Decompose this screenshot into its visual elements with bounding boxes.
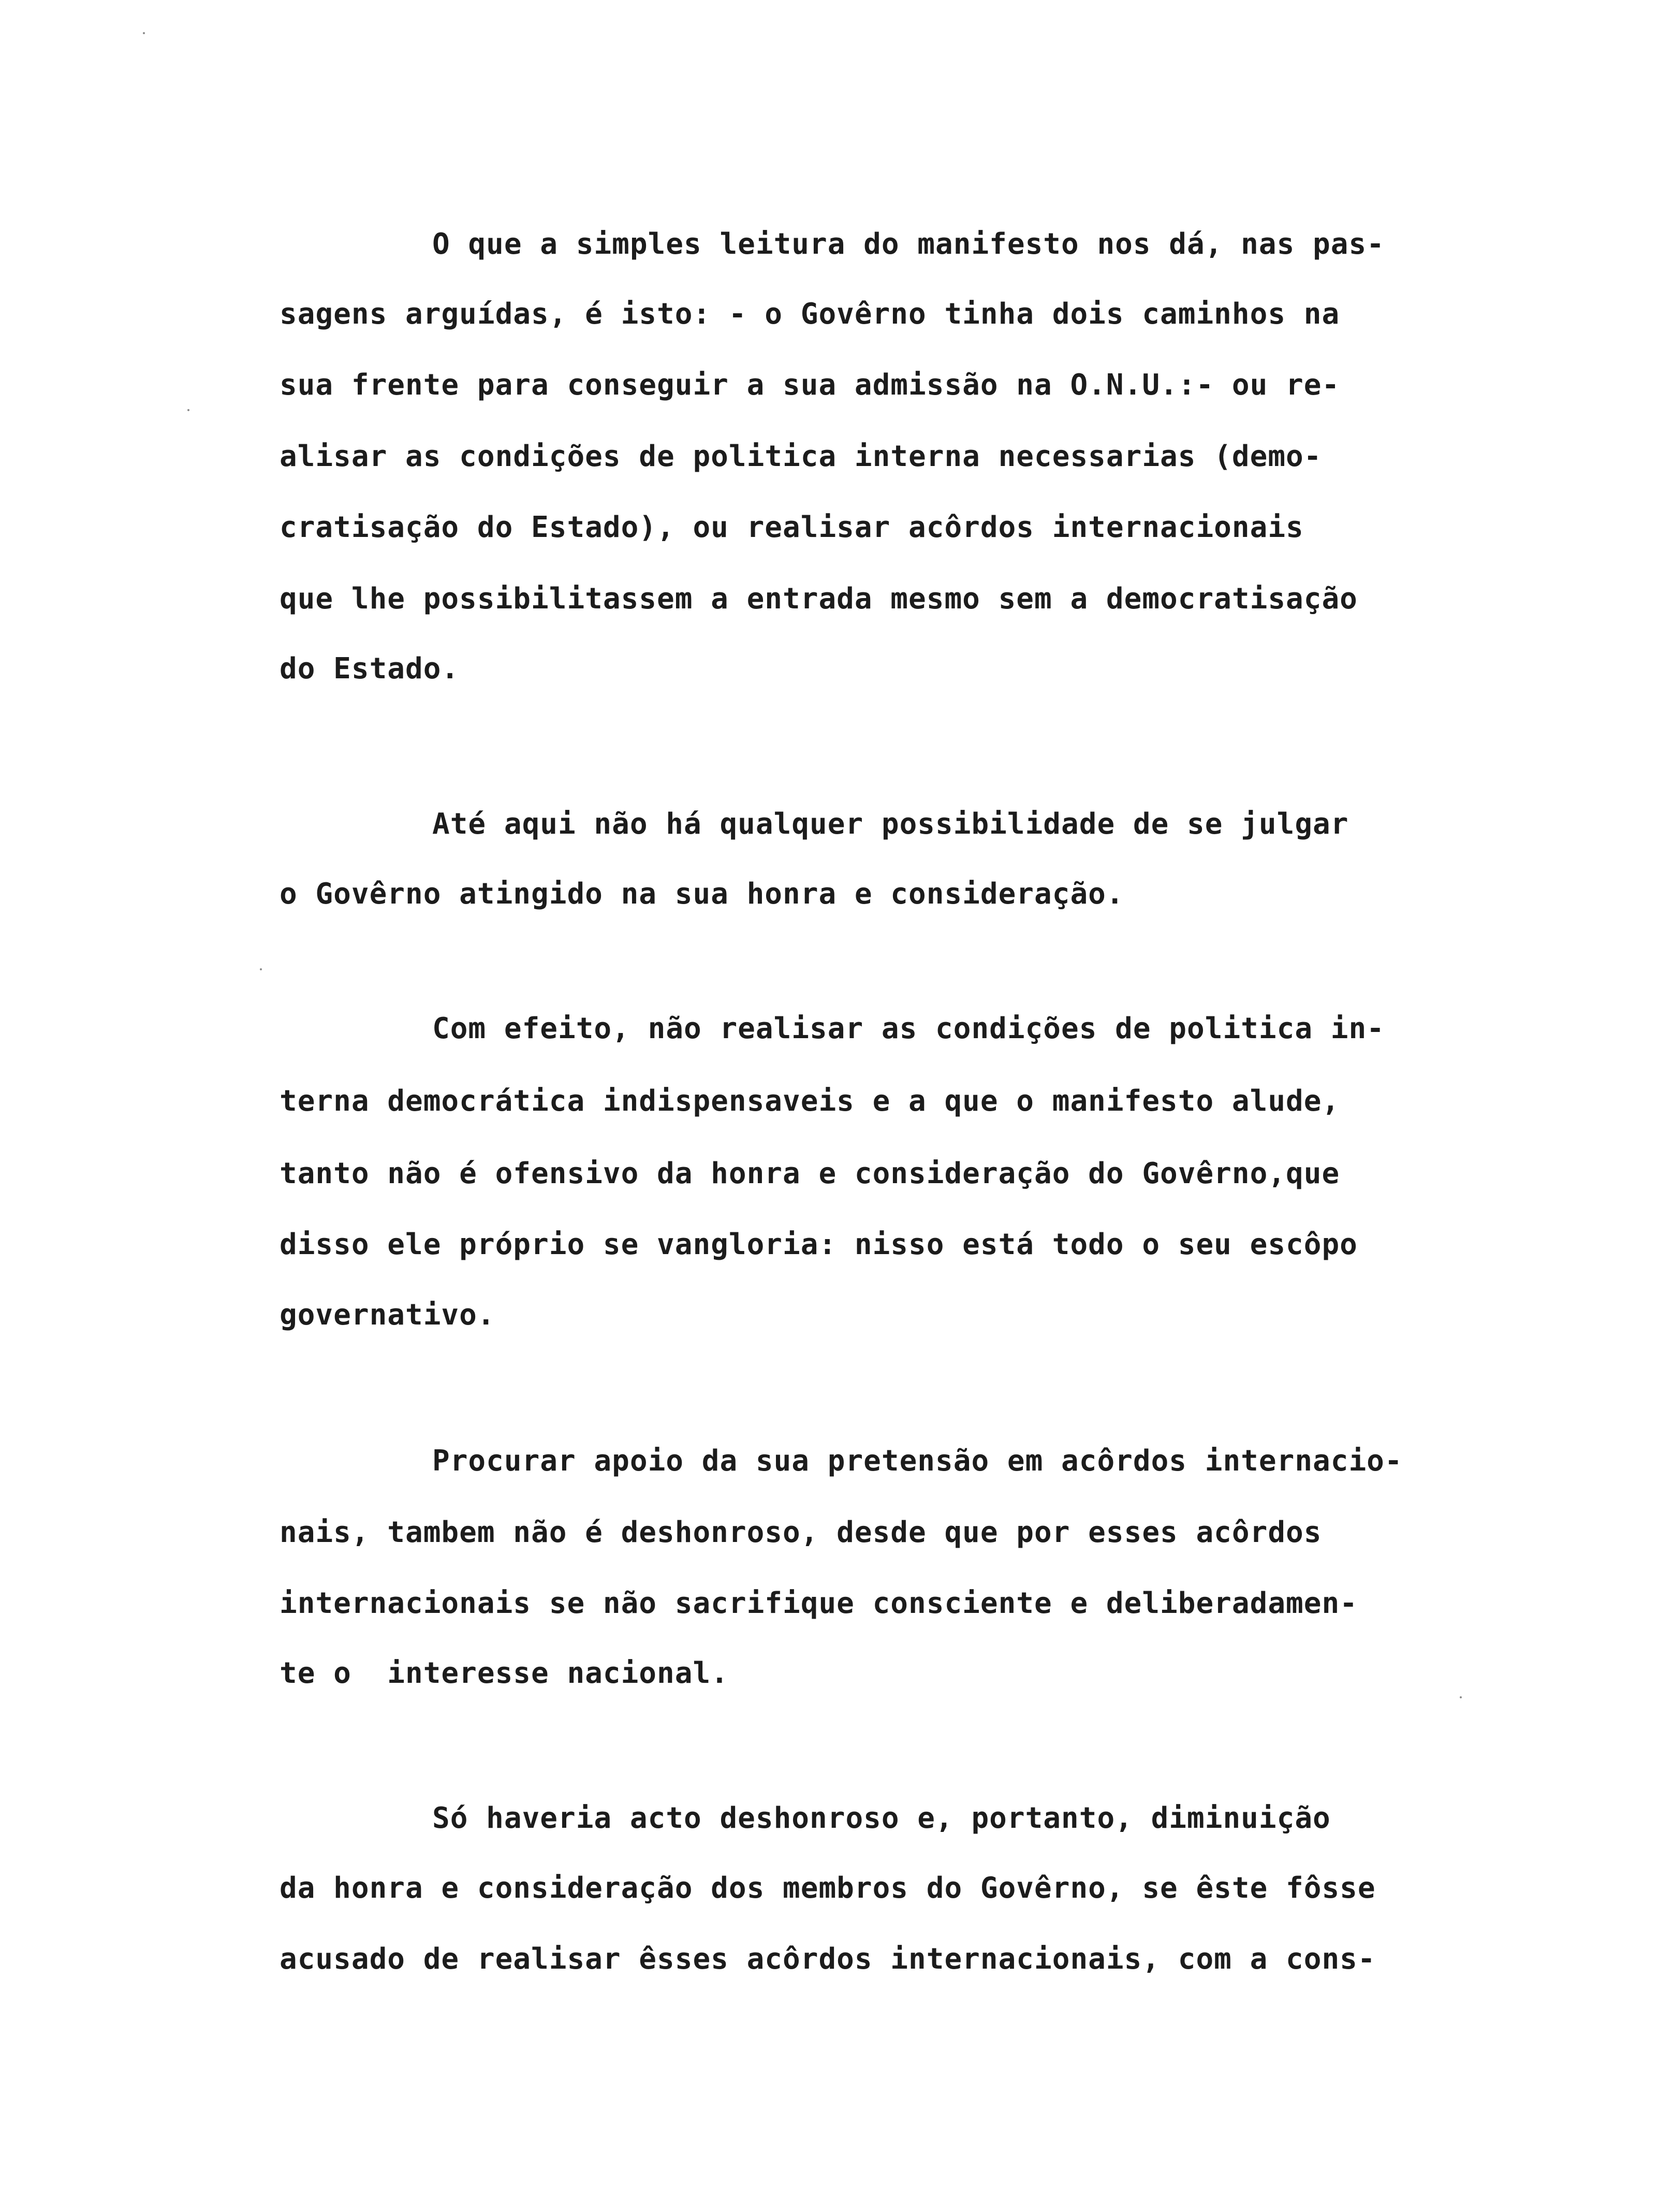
paragraph-4-line-1: Procurar apoio da sua pretensão em acôrdos internacio-: [432, 1444, 1403, 1478]
scan-speck: [187, 409, 189, 411]
paragraph-1-line-5: cratisação do Estado), ou realisar acôrdos internacionais: [280, 511, 1304, 544]
paragraph-4-line-2: nais, tambem não é deshonroso, desde que por esses acôrdos: [280, 1516, 1322, 1549]
scan-speck: [1460, 1696, 1462, 1698]
paragraph-3-line-4: disso ele próprio se vangloria: nisso está todo o seu escôpo: [280, 1228, 1358, 1261]
scan-speck: [260, 968, 262, 970]
paragraph-1-line-6: que lhe possibilitassem a entrada mesmo sem a democratisação: [280, 582, 1358, 616]
paragraph-5-line-2: da honra e consideração dos membros do Govêrno, se êste fôsse: [280, 1871, 1376, 1905]
paragraph-1-line-3: sua frente para conseguir a sua admissão na O.N.U.:- ou re-: [280, 368, 1340, 402]
paragraph-2-line-2: o Govêrno atingido na sua honra e consideração.: [280, 877, 1124, 911]
paragraph-5-line-3: acusado de realisar êsses acôrdos internacionais, com a cons-: [280, 1942, 1376, 1976]
paragraph-4-line-3: internacionais se não sacrifique consciente e deliberadamen-: [280, 1587, 1358, 1620]
paragraph-4-line-4: te o interesse nacional.: [280, 1656, 729, 1690]
paragraph-1-line-2: sagens arguídas, é isto: - o Govêrno tinha dois caminhos na: [280, 297, 1340, 331]
paragraph-1-line-4: alisar as condições de politica interna necessarias (demo-: [280, 440, 1322, 473]
paragraph-3-line-5: governativo.: [280, 1298, 495, 1332]
scan-speck: [143, 32, 145, 34]
paragraph-3-line-3: tanto não é ofensivo da honra e consideração do Govêrno,que: [280, 1157, 1340, 1190]
paragraph-2-line-1: Até aqui não há qualquer possibilidade de se julgar: [432, 807, 1349, 841]
paragraph-5-line-1: Só haveria acto deshonroso e, portanto, diminuição: [432, 1801, 1331, 1835]
paragraph-1-line-7: do Estado.: [280, 652, 460, 686]
paragraph-3-line-2: terna democrática indispensaveis e a que o manifesto alude,: [280, 1084, 1340, 1118]
paragraph-3-line-1: Com efeito, não realisar as condições de politica in-: [432, 1012, 1385, 1045]
paragraph-1-line-1: O que a simples leitura do manifesto nos dá, nas pas-: [432, 227, 1385, 261]
